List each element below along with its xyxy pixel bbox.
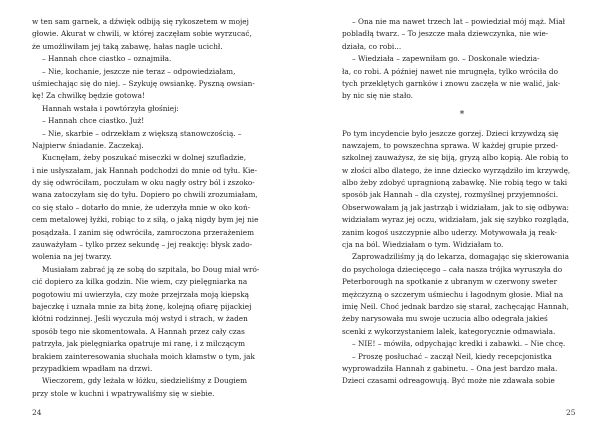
text-line: imię Neil. Choć jednak bardzo się starał, zachęcając Hannah,	[342, 302, 569, 311]
text-line: zanim kogoś uszczypnie albo uderzy. Motywowała ją reak-	[342, 227, 558, 237]
text-line: kłótni rodzinnej. Jeśli wyczuła mój wstyd i strach, w żaden	[32, 314, 248, 324]
text-line: – Proszę posłuchać – zaczął Neil, kiedy recepcjonistka	[352, 351, 552, 361]
text-line: cem metalowej łyżki, robiąc to z siłą, o jaką nigdy bym jej nie	[32, 215, 259, 225]
text-line: albo żeby zdobyć upragnioną zabawkę. Nie robią tego w taki	[342, 178, 568, 188]
text-line: – Nie, skarbie – odrzekłam z większą stanowczością. –	[42, 128, 242, 138]
text-line: nawzajem, to powszechna sprawa. W każdej grupie przed-	[342, 140, 559, 150]
text-line: cja na ból. Wiedziałam o tym. Widziałam to.	[342, 240, 504, 250]
text-line: działa, co robi...	[342, 41, 402, 51]
text-line: i nie usłyszałam, jak Hannah podchodzi do mnie od tyłu. Kie-	[32, 165, 258, 175]
text-line: ła, co robi. A później nawet nie mrugnęła, tylko wróciła do	[342, 66, 558, 76]
text-line: uśmiechając się do niej. – Szykuję owsiankę. Pyszną owsian-	[32, 78, 255, 88]
text-line: wana zatoczyłam się do tyłu. Dopiero po chwili zrozumiałam,	[32, 190, 258, 200]
right-page-text-bottom	[342, 128, 582, 388]
text-line: zauważyłam – tylko przez sekundę – jej reakcję: błysk zado-	[32, 240, 253, 250]
text-line: scenki z wykorzystaniem lalek, kategorycznie odmawiała.	[342, 326, 556, 336]
left-page-text	[32, 16, 272, 400]
text-line: tych przeklętych garnków i znowu zaczęła w nie walić, jak-	[342, 78, 561, 88]
text-line: szkolnej zauważysz, że się biją, gryzą albo kopią. Ale robią to	[342, 153, 569, 163]
text-line: Zaprowadziliśmy ją do lekarza, domagając się skierowania	[352, 252, 570, 262]
left-page	[32, 16, 272, 400]
text-line: wyprowadziła Hannah z gabinetu. – Ona jest bardzo mała.	[342, 363, 558, 373]
text-line: patrzyła, jak pielęgniarka opatruje mi ranę, i z milczącym	[32, 339, 246, 349]
text-line: Najpierw śniadanie. Zaczekaj.	[32, 140, 144, 150]
text-line: bajeczkę i uznała mnie za bitą żonę, kolejną ofiarę pijackiej	[32, 301, 252, 311]
right-page-text-top	[342, 16, 582, 103]
text-line: – Nie, kochanie, jeszcze nie teraz – odpowiedziałam,	[42, 66, 236, 76]
text-line: Hannah wstała i powtórzyła głośniej:	[42, 103, 179, 113]
text-line: sposób jak Hannah – dla czystej, rozmyślnej przyjemności.	[342, 190, 559, 200]
text-line: posądzała. I zanim się odwróciła, zamroczona przerażeniem	[32, 227, 255, 237]
page-number-left: 24	[32, 408, 42, 417]
text-line: pogotowiu mi uwierzyła, czy może przejrzała moją kiepską	[32, 289, 250, 299]
text-line: w ten sam garnek, a dźwięk odbiją się rykoszetem w mojej	[32, 17, 249, 26]
text-line: mężczyzną o szczerym uśmiechu i łagodnym głosie. Miał na	[342, 289, 564, 299]
text-line: – Hannah chce ciastko. Już!	[42, 116, 145, 126]
text-line: by nic się nie stało.	[342, 91, 413, 101]
text-line: Dzieci czasami odreagowują. Być może nie zdawała sobie	[342, 376, 555, 386]
page-number-right: 25	[566, 408, 576, 417]
text-line: pobladłą twarz. – To jeszcze mała dziewczynka, nie wie-	[342, 29, 549, 39]
text-line: Musiałam zabrać ją ze sobą do szpitala, bo Doug miał wró-	[42, 264, 260, 274]
text-line: brakiem zainteresowania słuchała moich kłamstw o tym, jak	[32, 351, 255, 361]
text-line: żeby narysowała mu swoje uczucia albo odegrała jakieś	[342, 314, 548, 324]
text-line: – Wiedziała – zapewniłam go. – Doskonale wiedzia-	[352, 54, 540, 64]
text-line: Po tym incydencie było jeszcze gorzej. Dzieci krzywdzą się	[342, 128, 559, 138]
text-line: Wieczorem, gdy leżała w łóżku, siedzieliśmy z Dougiem	[42, 376, 247, 386]
text-line: Kucnęłam, żeby poszukać miseczki w dolnej szufladzie,	[42, 153, 247, 163]
text-line: przy stole w kuchni i wpatrywaliśmy się w siebie.	[32, 388, 215, 398]
text-line: wolenia na jej twarzy.	[32, 252, 112, 262]
text-line: Obserwowałam ją jak jastrząb i widziałam, jak to się odbywa:	[342, 202, 569, 212]
text-line: sposób tego nie skomentowała. A Hannah przez cały czas	[32, 326, 245, 336]
right-page	[342, 16, 582, 388]
text-line: Peterborough na spotkanie z ubranym w czerwony sweter	[342, 277, 558, 287]
text-line: – Ona nie ma nawet trzech lat – powiedział mój mąż. Miał	[352, 17, 566, 26]
text-line: widziałam wyraz jej oczu, widziałam, jak się szybko rozgląda,	[342, 215, 569, 225]
text-line: – NIE! – mówiła, odpychając kredki i zabawki. – Nie chcę.	[352, 339, 566, 349]
text-line: – Hannah chce ciastko – oznajmiła.	[42, 54, 172, 64]
text-line: cić dopiero za kilka godzin. Nie wiem, czy pielęgniarka na	[32, 277, 248, 287]
section-separator: *	[459, 109, 465, 120]
text-line: co się stało – dotarło do mnie, że uderzyła mnie w oko koń-	[32, 202, 251, 212]
text-line: dy się odwróciłam, poczułam w oku nagły ostry ból i zszoko-	[32, 178, 255, 188]
text-line: do psychologa dziecięcego – cała nasza trójka wyruszyła do	[342, 264, 563, 274]
text-line: głowie. Akurat w chwili, w której zaczęłam sobie wyrzucać,	[32, 29, 252, 39]
text-line: kę! Za chwilkę będzie gotowa!	[32, 91, 145, 101]
text-line: w złości albo dlatego, że inne dziecko wyrządziło im krzywdę,	[342, 165, 571, 175]
text-line: przypadkiem wpadłam na drzwi.	[32, 363, 153, 373]
text-line: że umożliwiłam jej taką zabawę, hałas nagle ucichł.	[32, 41, 223, 51]
